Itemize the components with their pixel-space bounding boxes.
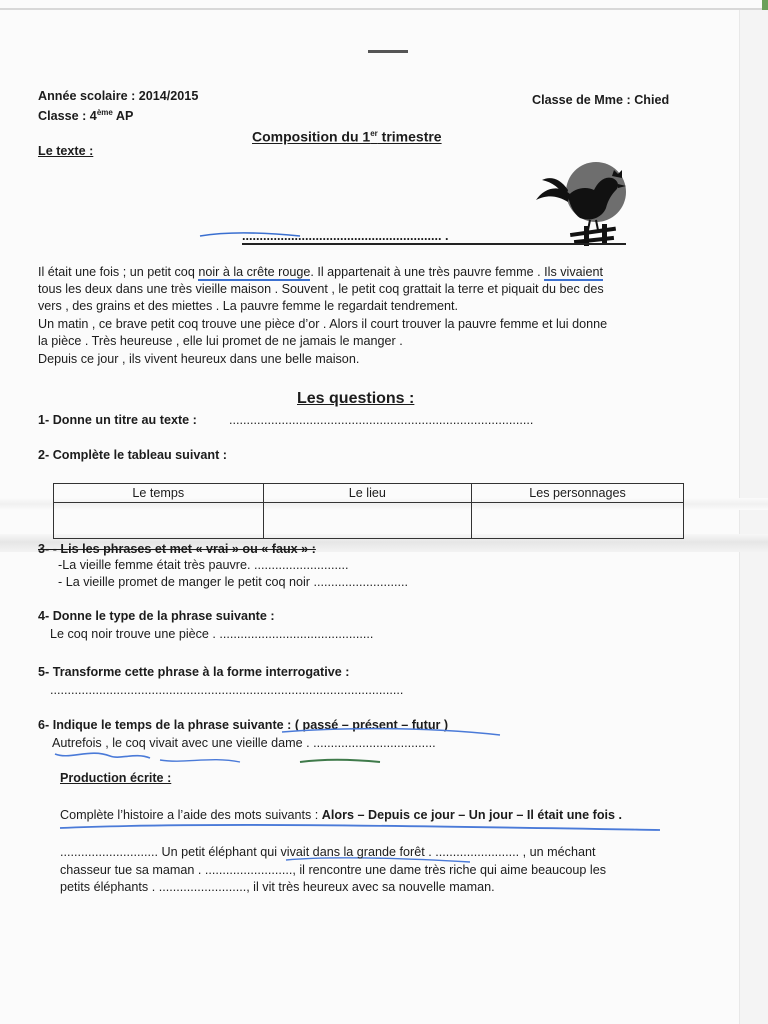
story-line-1: Il était une fois ; un petit coq noir à la crête rouge. Il appartenait à une très pauvre femme . Ils vivaient [38,265,603,279]
questions-heading: Les questions : [297,390,415,407]
production-heading: Production écrite : [60,771,172,785]
table-header: Le lieu [263,484,471,503]
question-3: 3- - Lis les phrases et met « vrai » ou « faux » : [38,542,316,556]
production-line-3: petits éléphants . ........................., il vit très heureux avec sa nouvelle maman. [60,880,495,894]
question-4: 4- Donne le type de la phrase suivante : [38,609,275,623]
class-label: Classe : 4ème AP [38,108,134,124]
production-instruction: Complète l’histoire a l’aide des mots suivants : Alors – Depuis ce jour – Un jour – Il était une fois . [60,808,623,822]
story-line-4: Un matin , ce brave petit coq trouve une pièce d’or . Alors il court trouver la pauvre femme et lui donne [38,317,608,331]
table-header: Le temps [54,484,264,503]
story-line-3: vers , des grains et des miettes . La pauvre femme le regardait tendrement. [38,299,458,313]
story-line-2: tous les deux dans une très vieille maison . Souvent , le petit coq grattait la terre et piquait du bec des [38,282,604,296]
question-2: 2- Complète le tableau suivant : [38,448,227,462]
school-year: Année scolaire : 2014/2015 [38,89,199,103]
story-line-6: Depuis ce jour , ils vivent heureux dans une belle maison. [38,352,360,366]
question-4-sentence: Le coq noir trouve une pièce . ............................................ [50,627,374,641]
question-3-sentence-1: -La vieille femme était très pauvre. ........................... [58,558,349,572]
question-1-blank: ....................................................................................... [229,413,534,427]
question-5-blank: ..................................................................................................... [50,683,404,697]
question-6: 6- Indique le temps de la phrase suivante : ( passé – présent – futur ) [38,718,449,732]
underlined-verb: Ils vivaient [544,265,603,279]
production-line-1: ............................ Un petit éléphant qui vivait dans la grande forêt . ........................ , un méchant [60,845,596,859]
underlined-phrase: noir à la crête rouge [198,265,311,279]
teacher-label: Classe de Mme : Chied [532,93,670,107]
question-5: 5- Transforme cette phrase à la forme interrogative : [38,665,350,679]
title-blank: ......................................................... . [242,229,449,243]
texte-heading: Le texte : [38,144,94,158]
question-3-sentence-2: - La vieille promet de manger le petit coq noir ........................... [58,575,408,589]
table-header: Les personnages [472,484,684,503]
production-line-2: chasseur tue sa maman . ........................., il rencontre une dame très riche qui aime beaucoup les [60,863,606,877]
question-1: 1- Donne un titre au texte : [38,413,197,427]
page-title: Composition du 1er trimestre [252,128,442,145]
story-line-5: la pièce . Très heureuse , elle lui promet de ne jamais le manger . [38,334,403,348]
question-6-sentence: Autrefois , le coq vivait avec une vieille dame . ................................... [52,736,436,750]
